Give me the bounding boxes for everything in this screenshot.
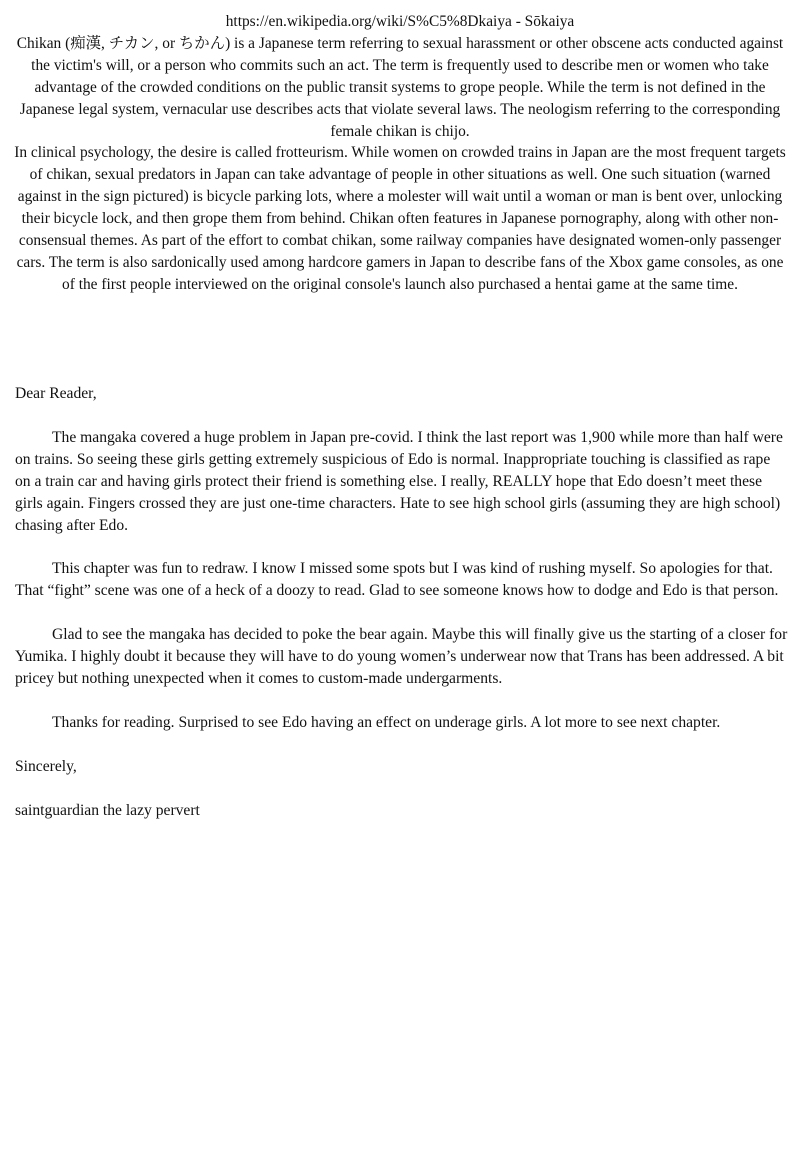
letter-paragraph-4: Thanks for reading. Surprised to see Edo having an effect on underage girls. A lot more to see next chapter. [52,713,721,731]
wiki-excerpt [12,11,788,296]
wiki-paragraph-2: In clinical psychology, the desire is called frotteurism. While women on crowded trains in Japan are the most frequent targets of chikan, sexual predators in Japan can take advantage of people in other situations as well. One such situation (warned against in the sign pictured) is bicycle parking lots, where a molester will wait until a woman or man is bent over, unlocking their bicycle lock, and then grope them from behind. Chikan often features in Japanese pornography, along with other non-consensual themes. As part of the effort to combat chikan, some railway companies have designated women-only passenger cars. The term is also sardonically used among hardcore gamers in Japan to describe fans of the Xbox game consoles, as one of the first people interviewed on the original console's launch also purchased a hentai game at the same time. [14,144,786,293]
letter-paragraph-1: The mangaka covered a huge problem in Japan pre-covid. I think the last report was 1,900 while more than half were on trains. So seeing these girls getting extremely suspicious of Edo is normal. Inappropriate touching is classified as rape on a train car and having girls protect their friend is something else. I really, REALLY hope that Edo doesn’t meet these girls again. Fingers crossed they are just one-time characters. Hate to see high school girls (assuming they are high school) chasing after Edo. [15,428,783,534]
letter-paragraph-2: This chapter was fun to redraw. I know I missed some spots but I was kind of rushing myself. So apologies for that. That “fight” scene was one of a heck of a doozy to read. Glad to see someone knows how to dodge and Edo is that person. [15,560,779,600]
signature: saintguardian the lazy pervert [15,801,200,819]
salutation: Dear Reader, [15,385,97,402]
source-url: https://en.wikipedia.org/wiki/S%C5%8Dkaiya - Sōkaiya [225,13,575,30]
closing: Sincerely, [15,757,77,775]
letter-paragraph-3: Glad to see the mangaka has decided to poke the bear again. Maybe this will finally give us the starting of a closer for Yumika. I highly doubt it because they will have to do young women’s underwear now that Trans has been addressed. A bit pricey but nothing unexpected when it comes to custom-made undergarments. [15,626,788,688]
letter [15,383,789,822]
wiki-paragraph-1: Chikan (痴漢, チカン, or ちかん) is a Japanese term referring to sexual harassment or other obscene acts conducted against the victim's will, or a person who commits such an act. The term is frequently used to describe men or women who take advantage of the crowded conditions on the public transit systems to grope people. While the term is not defined in the Japanese legal system, vernacular use describes acts that violate several laws. The neologism referring to the corresponding female chikan is chijo. [16,34,784,140]
